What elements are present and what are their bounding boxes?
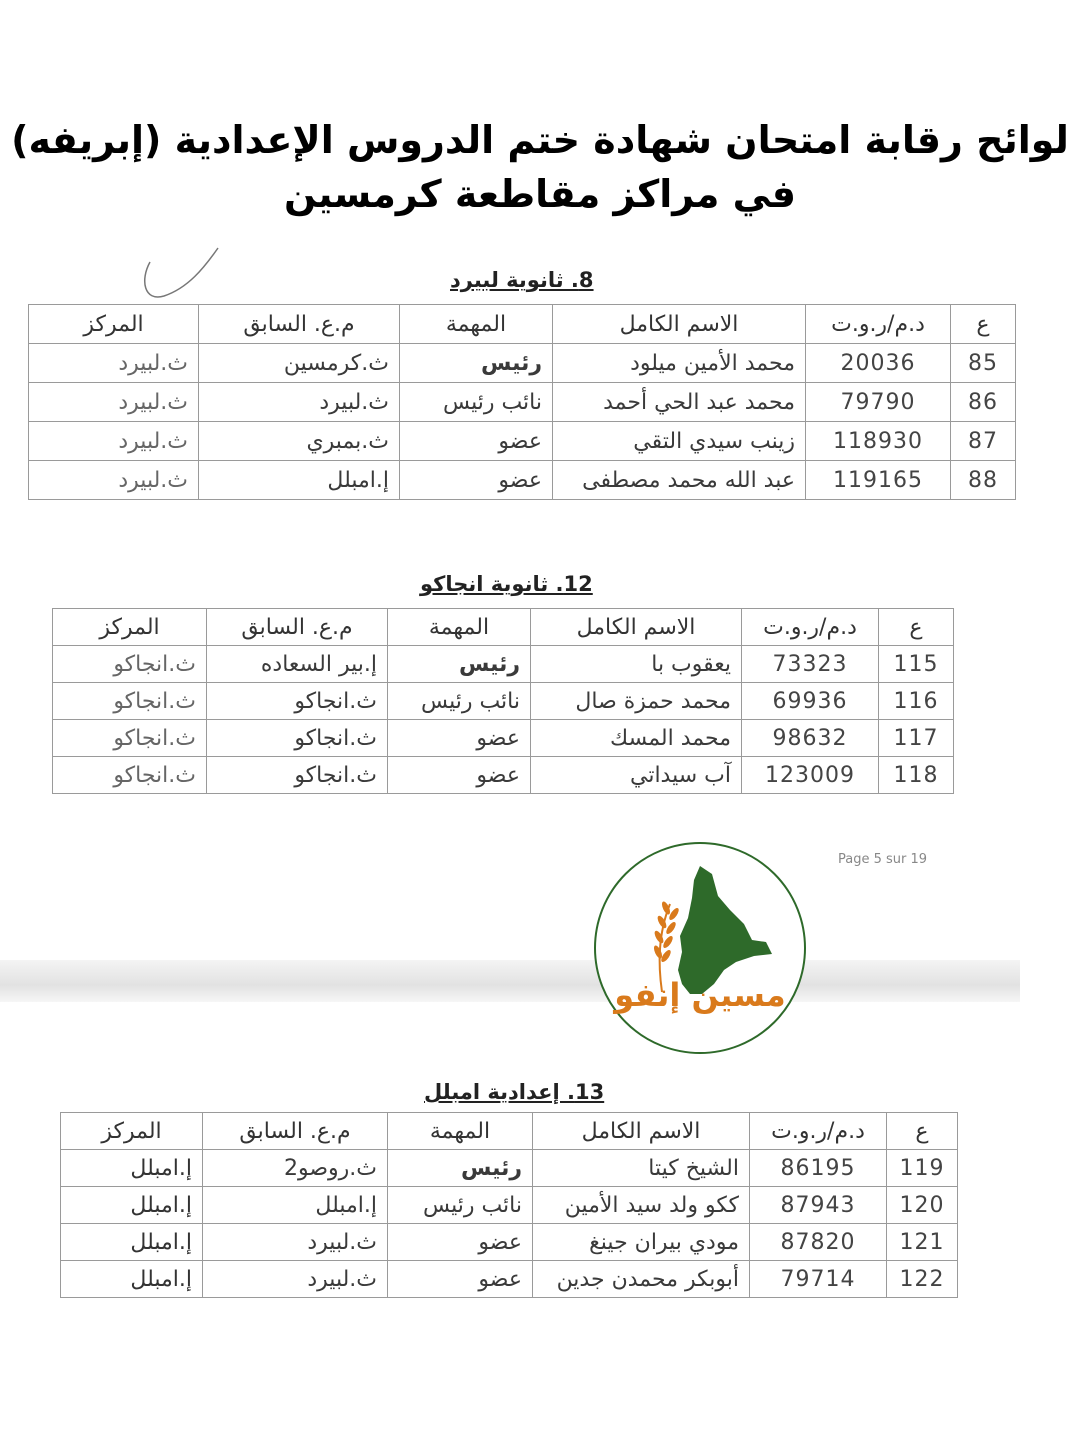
- table-mbellel: [60, 1112, 958, 1298]
- cell-name: محمد عبد الحي أحمد: [553, 383, 806, 422]
- table-row: [61, 1261, 958, 1298]
- cell-no: 115: [879, 646, 954, 683]
- scan-fold-band: [0, 960, 1020, 1002]
- table-row: [53, 757, 954, 794]
- col-header-role: المهمة: [388, 609, 531, 646]
- table-row: [61, 1187, 958, 1224]
- cell-no: 120: [887, 1187, 958, 1224]
- col-header-prev: م.ع. السابق: [207, 609, 388, 646]
- cell-id: 79790: [806, 383, 951, 422]
- cell-id: 86195: [750, 1150, 887, 1187]
- cell-role: عضو: [388, 757, 531, 794]
- cell-prev: ث.كرمسين: [199, 344, 400, 383]
- cell-prev: ث.انجاكو: [207, 683, 388, 720]
- cell-id: 79714: [750, 1261, 887, 1298]
- cell-name: زينب سيدي التقي: [553, 422, 806, 461]
- cell-no: 119: [887, 1150, 958, 1187]
- cell-no: 85: [951, 344, 1016, 383]
- cell-center: ث.لبيرد: [29, 461, 199, 500]
- cell-id: 73323: [742, 646, 879, 683]
- cell-center: إ.امبلل: [61, 1150, 203, 1187]
- cell-prev: ث.لبيرد: [203, 1224, 388, 1261]
- cell-name: آب سيداتي: [531, 757, 742, 794]
- cell-center: ث.انجاكو: [53, 683, 207, 720]
- cell-id: 119165: [806, 461, 951, 500]
- cell-center: إ.امبلل: [61, 1261, 203, 1298]
- cell-name: الشيخ كيتا: [533, 1150, 750, 1187]
- cell-no: 87: [951, 422, 1016, 461]
- col-header-name: الاسم الكامل: [533, 1113, 750, 1150]
- cell-prev: إ.امبلل: [199, 461, 400, 500]
- table-lbeird: [28, 304, 1016, 500]
- col-header-no: ع: [879, 609, 954, 646]
- section-title-ndiago: 12. ثانوية انجاكو: [420, 572, 593, 596]
- cell-role: عضو: [388, 1261, 533, 1298]
- col-header-no: ع: [951, 305, 1016, 344]
- cell-name: ككو ولد سيد الأمين: [533, 1187, 750, 1224]
- col-header-center: المركز: [53, 609, 207, 646]
- cell-id: 87943: [750, 1187, 887, 1224]
- cell-no: 116: [879, 683, 954, 720]
- cell-role: عضو: [388, 720, 531, 757]
- col-header-id: د.م/ر.و.ت: [750, 1113, 887, 1150]
- pen-stroke-mark: [130, 240, 230, 310]
- col-header-center: المركز: [29, 305, 199, 344]
- col-header-prev: م.ع. السابق: [199, 305, 400, 344]
- page-number: Page 5 sur 19: [838, 852, 928, 867]
- logo-text: مسين إنفو: [614, 976, 786, 1014]
- cell-no: 86: [951, 383, 1016, 422]
- document-title-line2: في مراكز مقاطعة كرمسين: [283, 172, 797, 216]
- cell-prev: ث.لبيرد: [203, 1261, 388, 1298]
- cell-name: أبوبكر محمدن جدين: [533, 1261, 750, 1298]
- col-header-center: المركز: [61, 1113, 203, 1150]
- cell-name: مودي بيران جينغ: [533, 1224, 750, 1261]
- section-title-lbeird: 8. ثانوية لبيرد: [450, 268, 594, 292]
- cell-no: 118: [879, 757, 954, 794]
- cell-prev: ث.روصو2: [203, 1150, 388, 1187]
- col-header-name: الاسم الكامل: [553, 305, 806, 344]
- cell-center: ث.انجاكو: [53, 757, 207, 794]
- cell-role: عضو: [400, 461, 553, 500]
- table-row: [61, 1150, 958, 1187]
- cell-name: يعقوب با: [531, 646, 742, 683]
- cell-id: 87820: [750, 1224, 887, 1261]
- cell-center: إ.امبلل: [61, 1187, 203, 1224]
- cell-center: ث.انجاكو: [53, 646, 207, 683]
- table-row: [53, 720, 954, 757]
- col-header-no: ع: [887, 1113, 958, 1150]
- table-row: [53, 683, 954, 720]
- table-row: [29, 461, 1016, 500]
- cell-name: محمد حمزة صال: [531, 683, 742, 720]
- section-title-mbellel: 13. إعدادية امبلل: [424, 1080, 605, 1104]
- table-row: [29, 383, 1016, 422]
- table-row: [29, 422, 1016, 461]
- cell-id: 123009: [742, 757, 879, 794]
- table-ndiago: [52, 608, 954, 794]
- cell-name: محمد الأمين ميلود: [553, 344, 806, 383]
- cell-role: رئيس: [388, 646, 531, 683]
- cell-prev: ث.انجاكو: [207, 757, 388, 794]
- table-row: [29, 344, 1016, 383]
- cell-prev: ث.بمبري: [199, 422, 400, 461]
- cell-role: رئيس: [400, 344, 553, 383]
- cell-center: إ.امبلل: [61, 1224, 203, 1261]
- cell-no: 117: [879, 720, 954, 757]
- col-header-id: د.م/ر.و.ت: [742, 609, 879, 646]
- document-title-line1: لوائح رقابة امتحان شهادة ختم الدروس الإعدادية (إبريفه): [11, 118, 1069, 162]
- cell-role: عضو: [400, 422, 553, 461]
- cell-prev: ث.لبيرد: [199, 383, 400, 422]
- cell-id: 118930: [806, 422, 951, 461]
- cell-prev: إ.امبلل: [203, 1187, 388, 1224]
- cell-center: ث.لبيرد: [29, 344, 199, 383]
- table-row: [53, 646, 954, 683]
- cell-name: عبد الله محمد مصطفى: [553, 461, 806, 500]
- col-header-id: د.م/ر.و.ت: [806, 305, 951, 344]
- col-header-role: المهمة: [400, 305, 553, 344]
- cell-role: نائب رئيس: [388, 1187, 533, 1224]
- site-logo: [594, 842, 806, 1054]
- cell-no: 88: [951, 461, 1016, 500]
- cell-name: محمد المسك: [531, 720, 742, 757]
- cell-id: 69936: [742, 683, 879, 720]
- cell-center: ث.انجاكو: [53, 720, 207, 757]
- cell-center: ث.لبيرد: [29, 422, 199, 461]
- wheat-map-logo-icon: [596, 844, 808, 1056]
- cell-role: نائب رئيس: [400, 383, 553, 422]
- table-row: [61, 1224, 958, 1261]
- cell-center: ث.لبيرد: [29, 383, 199, 422]
- cell-role: نائب رئيس: [388, 683, 531, 720]
- cell-id: 98632: [742, 720, 879, 757]
- col-header-name: الاسم الكامل: [531, 609, 742, 646]
- col-header-role: المهمة: [388, 1113, 533, 1150]
- cell-no: 121: [887, 1224, 958, 1261]
- cell-role: عضو: [388, 1224, 533, 1261]
- cell-role: رئيس: [388, 1150, 533, 1187]
- cell-no: 122: [887, 1261, 958, 1298]
- col-header-prev: م.ع. السابق: [203, 1113, 388, 1150]
- cell-id: 20036: [806, 344, 951, 383]
- cell-prev: ث.انجاكو: [207, 720, 388, 757]
- cell-prev: إ.بير السعاده: [207, 646, 388, 683]
